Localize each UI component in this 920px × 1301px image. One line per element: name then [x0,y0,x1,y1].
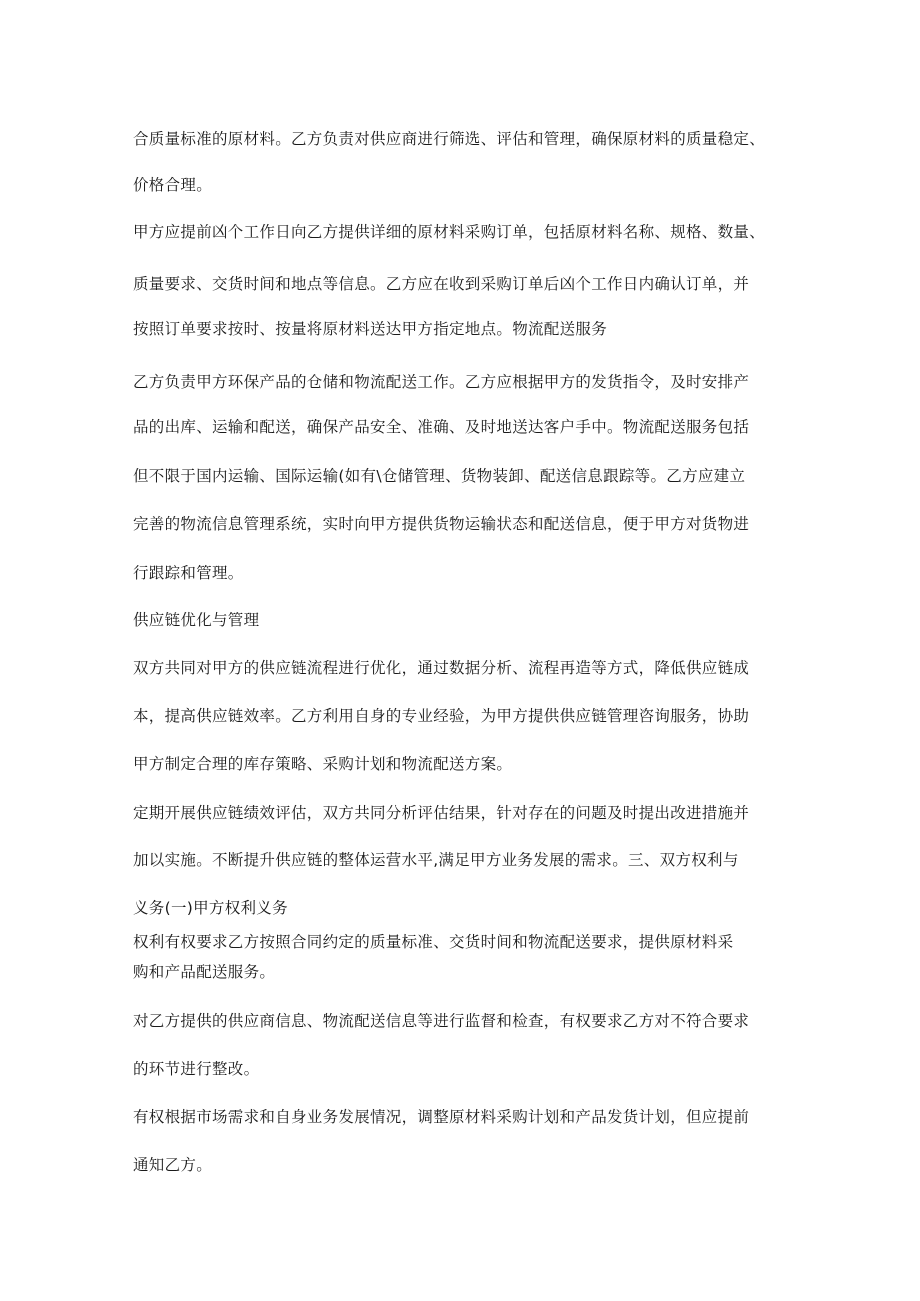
text-line: 质量要求、交货时间和地点等信息。乙方应在收到采购订单后凶个工作日内确认订单，并 [133,275,750,293]
text-line: 合质量标准的原材料。乙方负责对供应商进行筛选、评估和管理，确保原材料的质量稳定、 [133,130,766,148]
text-line: 乙方负责甲方环保产品的仓储和物流配送工作。乙方应根据甲方的发货指令，及时安排产 [133,373,750,391]
text-line: 购和产品配送服务。 [133,963,276,981]
text-line: 本，提高供应链效率。乙方利用自身的专业经验，为甲方提供供应链管理咨询服务，协助 [133,707,750,725]
text-line: 加以实施。不断提升供应链的整体运营水平,满足甲方业务发展的需求。三、双方权利与 [133,851,739,869]
text-line: 但不限于国内运输、国际运输(如有\仓储管理、货物装卸、配送信息跟踪等。乙方应建立 [133,467,746,485]
text-line: 价格合理。 [133,176,213,194]
text-line: 甲方应提前凶个工作日向乙方提供详细的原材料采购订单，包括原材料名称、规格、数量、 [133,223,766,241]
text-line: 定期开展供应链绩效评估，双方共同分析评估结果，针对存在的问题及时提出改进措施并 [133,804,750,822]
text-line: 对乙方提供的供应商信息、物流配送信息等进行监督和检查，有权要求乙方对不符合要求 [133,1012,750,1030]
text-line: 按照订单要求按时、按量将原材料送达甲方指定地点。物流配送服务 [133,320,608,338]
text-line: 通知乙方。 [133,1156,213,1174]
text-line: 品的出库、运输和配送，确保产品安全、准确、及时地送达客户手中。物流配送服务包括 [133,418,750,436]
text-line: 义务(一)甲方权利义务 [133,899,288,917]
section-heading: 供应链优化与管理 [133,611,260,629]
text-line: 甲方制定合理的库存策略、采购计划和物流配送方案。 [133,755,513,773]
text-line: 的环节进行整改。 [133,1060,260,1078]
text-line: 完善的物流信息管理系统，实时向甲方提供货物运输状态和配送信息，便于甲方对货物进 [133,515,750,533]
text-line: 双方共同对甲方的供应链流程进行优化，通过数据分析、流程再造等方式，降低供应链成 [133,659,750,677]
text-line: 权利有权要求乙方按照合同约定的质量标准、交货时间和物流配送要求，提供原材料采 [133,933,734,951]
text-line: 有权根据市场需求和自身业务发展情况，调整原材料采购计划和产品发货计划，但应提前 [133,1108,750,1126]
text-line: 行跟踪和管理。 [133,564,244,582]
